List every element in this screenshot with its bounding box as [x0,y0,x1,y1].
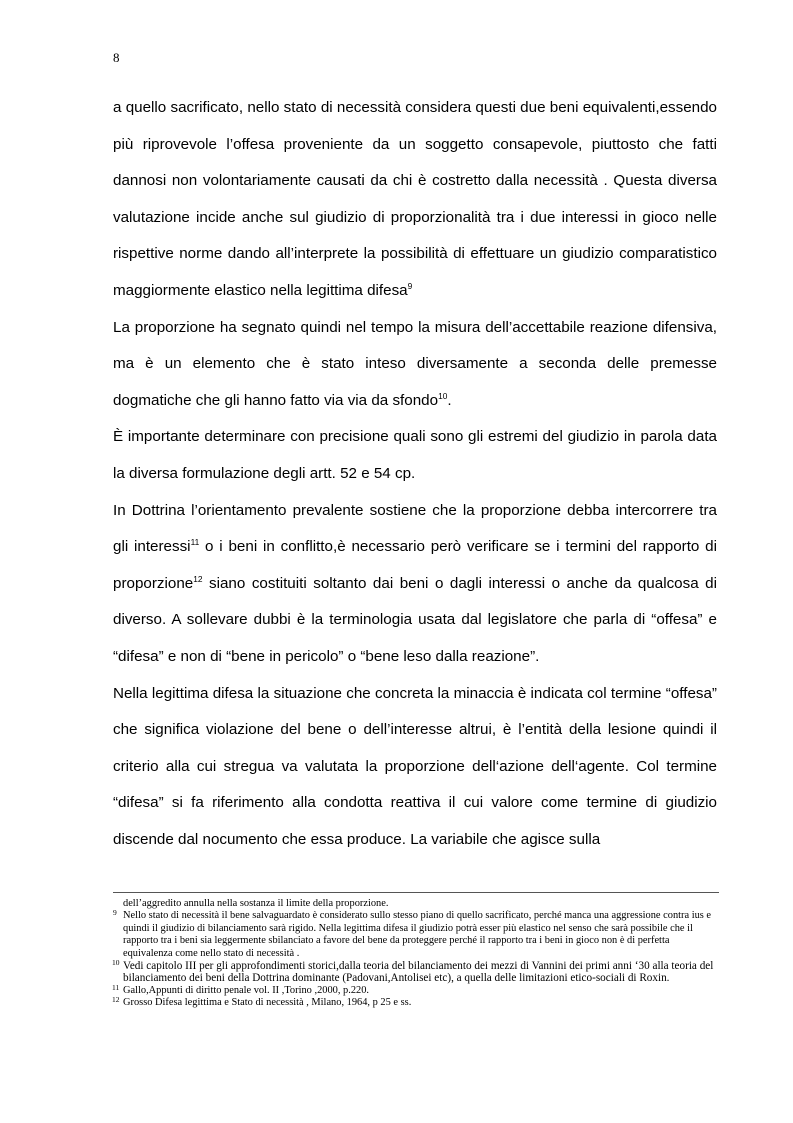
footnote-ref: 9 [407,280,413,291]
paragraph: Nella legittima difesa la situazione che concreta la minaccia è indicata col termine “offesa” che significa violazione del bene o dell’interesse altrui, è l’entità della lesione quindi il criterio alla cui stregua va valutata la proporzione dell‘azione dell‘agente. Col termine “difesa” si fa riferimento alla condotta reattiva il cui valore come termine di giudizio discende dal nocumento che essa produce. La variabile che agisce sulla [113,684,717,848]
footnote-continuation: dell’aggredito annulla nella sostanza il limite della proporzione. [123,898,389,909]
paragraph: In Dottrina l’orientamento prevalente sostiene che la proporzione debba intercorrere tra gli interessi$^{11}$ o i beni in conflitto,è necessario però verificare se i termini del rapporto di proporzione$^{12}$ siano costituiti soltanto dai beni o dagli interessi o anche da qualcosa di diverso. A sollevare dubbi è la terminologia usata dal legislatore che parla di “offesa” e “difesa” e non di “bene in pericolo” o “bene leso dalla reazione”. [113,501,718,665]
paragraph: È importante determinare con precisione quali sono gli estremi del giudizio in parola data la diversa formulazione degli artt. 52 e 54 cp. [113,428,717,482]
footnote-ref: 12 [193,573,203,584]
footnote-number: 9 [113,908,117,918]
footnote-number: 11 [112,982,120,992]
page-number: 8 [113,50,120,65]
paragraph: La proporzione ha segnato quindi nel tempo la misura dell’accettabile reazione difensiva, ma è un elemento che è stato inteso diversamente a seconda delle premesse dogmatiche che gli hanno fatto via via da sfondo$^{10}$. [113,318,717,409]
footnote-11: 11 Gallo,Appunti di diritto penale vol. II ,Torino ,2000, p.220. [112,982,370,996]
footnotes [113,898,719,1010]
footnote-ref: 11 [190,537,200,548]
footnote-12: 12 Grosso Difesa legittima e Stato di necessità , Milano, 1964, p 25 e ss. [112,995,412,1009]
body-text [113,90,717,858]
paragraph: a quello sacrificato, nello stato di necessità considera questi due beni equivalenti,essendo più riprovevole l’offesa proveniente da un soggetto consapevole, piuttosto che fatti dannosi non volontariamente causati da chi è costretto dalla necessità . Questa diversa valutazione incide anche sul giudizio di proporzionalità tra i due interessi in gioco nelle rispettive norme dando all’interprete la possibilità di effettuare un giudizio comparatistico maggiormente elastico nella legittima difesa$^9$ [113,99,717,299]
footnote-separator [113,892,719,893]
footnote-ref: 10 [438,390,448,401]
footnote-number: 12 [112,995,120,1005]
footnote-number: 10 [112,958,120,968]
footnote-10: 10 Vedi capitolo III per gli approfondimenti storici,dalla teoria del bilanciamento dei mezzi di Vannini dei primi anni ‘30 alla teoria del bilanciamento dei beni della Dottrina dominante (Padovani,Antolisei etc), a quella delle limitazioni etico-sociali di Roxin. [112,958,714,985]
footnote-9: 9 Nello stato di necessità il bene salvaguardato è considerato sullo stesso piano di quello sacrificato, perché manca una aggressione contra ius e quindi il giudizio di bilanciamento sarà rigido. Nella legittima difesa il giudizio potrà esser più elastico nel senso che sarà possibile che il rapporto tra i beni sia leggermente sbilanciato a favore del bene da proteggere perché il rapporto tra i beni in gioco non è di perfetta equivalenza come nello stato di necessità . [113,908,712,959]
